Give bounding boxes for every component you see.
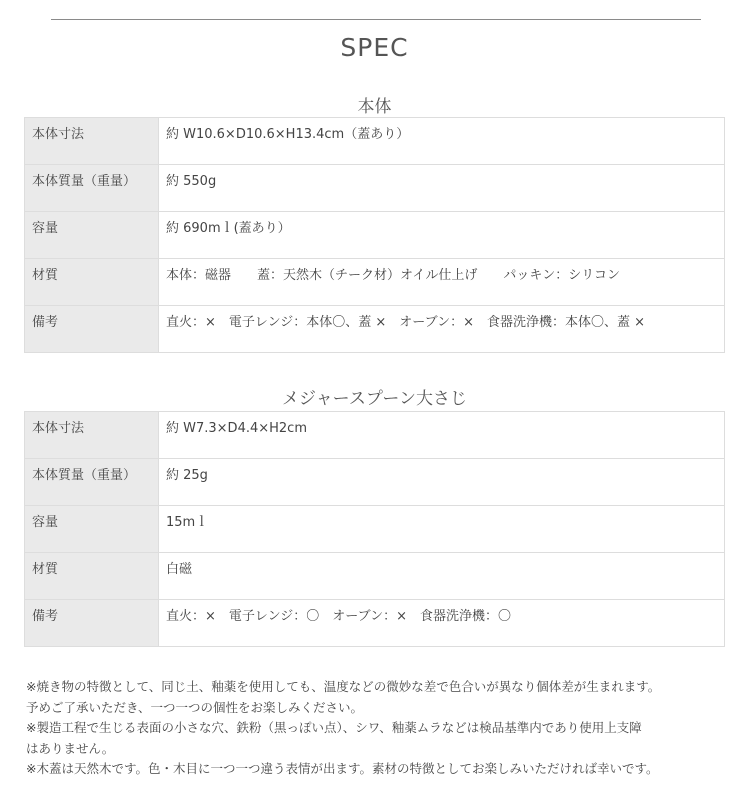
row-value: 約 W10.6×D10.6×H13.4cm（蓋あり） [159, 118, 725, 165]
row-label: 容量 [25, 506, 159, 553]
note-line: はありません。 [26, 740, 115, 756]
page-title: SPEC [340, 33, 409, 62]
spec-table-body [24, 117, 725, 353]
row-label: 本体質量（重量） [25, 459, 159, 506]
table-row [25, 165, 725, 212]
row-label: 容量 [25, 212, 159, 259]
row-label: 備考 [25, 306, 159, 353]
row-value: 白磁 [159, 553, 725, 600]
section-heading-body: 本体 [357, 97, 392, 117]
table-row [25, 506, 725, 553]
table-row [25, 412, 725, 459]
row-value: 約 690mｌ(蓋あり） [159, 212, 725, 259]
table-row [25, 459, 725, 506]
row-value: 約 W7.3×D4.4×H2cm [159, 412, 725, 459]
table-row [25, 600, 725, 647]
row-label: 材質 [25, 553, 159, 600]
row-value: 15mｌ [159, 506, 725, 553]
table-row [25, 306, 725, 353]
table-row [25, 118, 725, 165]
row-label: 本体寸法 [25, 412, 159, 459]
row-value: 約 25g [159, 459, 725, 506]
table-row [25, 212, 725, 259]
section-heading-spoon: メジャースプーン大さじ [282, 389, 467, 409]
row-label: 材質 [25, 259, 159, 306]
row-label: 本体質量（重量） [25, 165, 159, 212]
table-row [25, 553, 725, 600]
note-line: ※焼き物の特徴として、同じ土、釉薬を使用しても、温度などの微妙な差で色合いが異なり個体差が生まれます。 [26, 679, 661, 694]
notes-block [26, 677, 731, 780]
row-value: 約 550g [159, 165, 725, 212]
note-line: 予めご了承いただき、一つ一つの個性をお楽しみください。 [26, 699, 364, 715]
row-value: 直火：× 電子レンジ：本体〇、蓋 × オーブン：× 食器洗浄機：本体〇、蓋 × [159, 306, 725, 353]
row-value: 直火：× 電子レンジ：〇 オーブン：× 食器洗浄機：〇 [159, 600, 725, 647]
row-label: 本体寸法 [25, 118, 159, 165]
top-divider [51, 19, 701, 20]
note-line: ※製造工程で生じる表面の小さな穴、鉄粉（黒っぽい点）、シワ、釉薬ムラなどは検品基準内であり使用上支障 [26, 720, 642, 735]
table-row [25, 259, 725, 306]
row-label: 備考 [25, 600, 159, 647]
row-value: 本体：磁器 蓋：天然木（チーク材）オイル仕上げ パッキン：シリコン [159, 259, 725, 306]
note-line: ※木蓋は天然木です。色・木目に一つ一つ違う表情が出ます。素材の特徴としてお楽しみいただければ幸いです。 [26, 761, 659, 776]
spec-table-spoon [24, 411, 725, 647]
